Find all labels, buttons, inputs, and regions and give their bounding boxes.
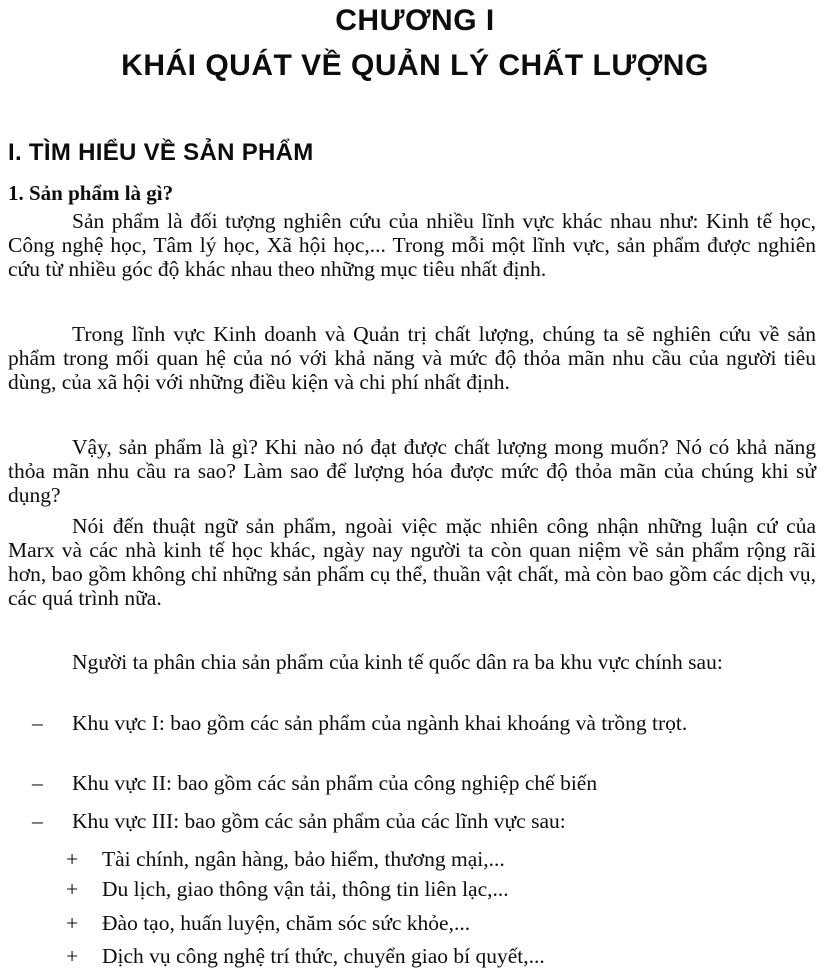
knowledge-services-text: Dịch vụ công nghệ trí thức, chuyển giao bí quyết,... (102, 944, 545, 968)
tourism-text: Du lịch, giao thông vận tải, thông tin liên lạc,... (102, 877, 509, 901)
dash-bullet: – (32, 809, 43, 833)
list-item-finance (66, 847, 816, 871)
chapter-title: KHÁI QUÁT VỀ QUẢN LÝ CHẤT LƯỢNG (121, 49, 709, 82)
list-item-knowledge-services (66, 944, 816, 968)
chapter-number: CHƯƠNG I (335, 4, 495, 37)
paragraph-sector-division: Người ta phân chia sản phẩm của kinh tế quốc dân ra ba khu vực chính sau: (72, 650, 723, 674)
paragraph-questions: Vậy, sản phẩm là gì? Khi nào nó đạt được chất lượng mong muốn? Nó có khả năng thỏa mãn nhu cầu ra sao? Làm sao để lượng hóa được mức độ thỏa mãn của chúng khi sử dụng? (8, 435, 816, 507)
sector-3-text: Khu vực III: bao gồm các sản phẩm của các lĩnh vực sau: (72, 809, 566, 833)
finance-text: Tài chính, ngân hàng, bảo hiểm, thương mại,... (102, 847, 505, 871)
dash-bullet: – (32, 711, 43, 735)
section-heading: I. TÌM HIỂU VỀ SẢN PHẨM (8, 139, 314, 166)
plus-bullet: + (66, 847, 79, 871)
list-item-sector-2 (32, 771, 822, 795)
paragraph-product-concept: Nói đến thuật ngữ sản phẩm, ngoài việc mặc nhiên công nhận những luận cứ của Marx và các nhà kinh tế học khác, ngày nay người ta còn quan niệm về sản phẩm rộng rãi hơn, bao gồm không chỉ những sản phẩm cụ thể, thuần vật chất, mà còn bao gồm các dịch vụ, các quá trình nữa. (8, 514, 816, 610)
list-item-tourism (66, 877, 816, 901)
list-item-education (66, 911, 816, 935)
dash-bullet: – (32, 771, 43, 795)
plus-bullet: + (66, 877, 79, 901)
plus-bullet: + (66, 911, 79, 935)
plus-bullet: + (66, 944, 79, 968)
list-item-sector-3 (32, 809, 822, 833)
list-item-sector-1 (32, 711, 822, 735)
paragraph-definition-fields: Sản phẩm là đối tượng nghiên cứu của nhiều lĩnh vực khác nhau như: Kinh tế học, Công nghệ học, Tâm lý học, Xã hội học,... Trong mỗi một lĩnh vực, sản phẩm được nghiên cứu từ nhiều góc độ khác nhau theo những mục tiêu nhất định. (8, 209, 816, 281)
sector-1-text: Khu vực I: bao gồm các sản phẩm của ngành khai khoáng và trồng trọt. (72, 711, 688, 735)
sector-2-text: Khu vực II: bao gồm các sản phẩm của công nghiệp chế biến (72, 771, 598, 795)
subsection-heading: 1. Sản phẩm là gì? (8, 181, 174, 205)
education-text: Đào tạo, huấn luyện, chăm sóc sức khỏe,... (102, 911, 471, 935)
paragraph-business-quality: Trong lĩnh vực Kinh doanh và Quản trị chất lượng, chúng ta sẽ nghiên cứu về sản phẩm trong mối quan hệ của nó với khả năng và mức độ thỏa mãn nhu cầu của người tiêu dùng, của xã hội với những điều kiện và chi phí nhất định. (8, 322, 816, 394)
